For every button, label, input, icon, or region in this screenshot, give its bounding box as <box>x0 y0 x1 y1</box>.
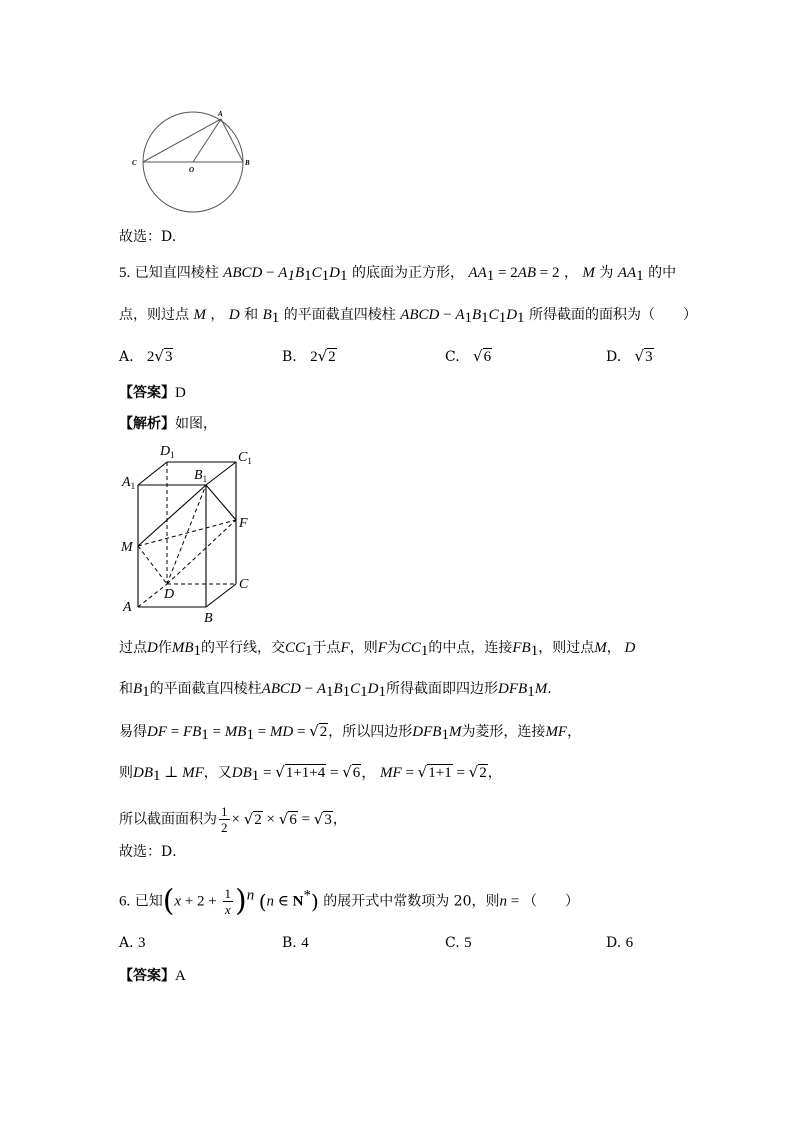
q5-solution-line3: 易得DF = $FB_1 = MB_1$ = MD = √2，所以四边形$DFB_1M$为菱形，连接MF， <box>119 722 582 743</box>
q5-number: 5. <box>119 265 131 281</box>
q5-text: ， <box>210 307 225 323</box>
label-a: A <box>218 110 223 118</box>
label-d1: $D_1$ <box>160 444 175 460</box>
q6-option-d: D. 6 <box>606 935 634 951</box>
label-c: C <box>239 577 249 592</box>
prism-figure <box>118 440 268 625</box>
q5-solution-line1: 过点D作$MB_1$的平行线，交$CC_1$于点F，则F为$CC_1$的中点，连接$FB_1$，则过点M， D <box>119 640 636 659</box>
label-m: M <box>121 540 133 555</box>
q5-text: 的中 <box>648 265 677 281</box>
q5-text: 的平面截直四棱柱 <box>283 307 396 323</box>
q6-option-b: B. 4 <box>282 935 309 951</box>
q5-option-a: A. 2√3 <box>119 347 173 365</box>
q5-text: 所得截面的面积为（ ） <box>528 307 697 323</box>
q5-line1: 5. 已知直四棱柱 ABCD − $A_1B_1C_1D_1$ 的底面为正方形， $AA_1 = 2AB = 2$ ， M 为 $AA_1$ 的中 <box>119 265 677 284</box>
prev-answer-end: 故选：D. <box>119 229 177 245</box>
label-f: F <box>239 516 248 531</box>
q5-text: 为 <box>599 265 614 281</box>
q5-text: 已知直四棱柱 <box>134 265 219 281</box>
q5-line2: 点，则过点 M ， D 和 $B_1$ 的平面截直四棱柱 ABCD − $A_1B_1C_1D_1$ 所得截面的面积为（ ） <box>119 307 697 326</box>
q5-analysis-intro: 【解析】如图， <box>119 416 217 432</box>
label-c: C <box>132 159 137 167</box>
chord-ca <box>143 119 221 162</box>
q5-solution-line2: 和$B_1$的平面截直四棱柱ABCD − $A_1B_1C_1D_1$所得截面即四边形$DFB_1M$. <box>119 681 552 700</box>
chord-ab <box>221 119 243 162</box>
circle-figure <box>125 100 265 220</box>
q5-text: 的底面为正方形， <box>351 265 464 281</box>
q5-solution-line4: 则$DB_1$ ⊥ MF，又$DB_1 = √1+1+4 = √6$， MF = √1+1 = √2， <box>119 763 502 784</box>
label-b: B <box>245 159 250 167</box>
q5-option-d: D. √3 <box>606 347 653 365</box>
q6-option-a: A. 3 <box>119 935 146 951</box>
label-o: O <box>189 166 195 174</box>
q5-answer: 【答案】D <box>119 385 186 401</box>
q6-line1: 6. 已知(x + 2 + $\frac{1}{x}$ )$^n$ (n ∈ N*) 的展开式中常数项为 20，则n = （ ） <box>119 883 579 919</box>
label-a: A <box>123 600 132 615</box>
q5-end: 故选：D． <box>119 844 187 860</box>
q5-option-c: C. √6 <box>445 347 492 365</box>
label-d: D <box>164 587 175 602</box>
q5-solution-line5: 所以截面面积为 $\frac{1}{2}$ × √2 × √6 = √3， <box>119 804 347 835</box>
q5-text: 点，则过点 <box>119 307 189 323</box>
segment-oa <box>193 119 221 162</box>
q6-option-c: C. 5 <box>445 935 472 951</box>
q5-text: 和 <box>244 307 259 323</box>
label-b1: $B_1$ <box>194 468 208 484</box>
label-c1: $C_1$ <box>238 450 252 466</box>
q5-option-b: B. 2√2 <box>282 347 336 365</box>
label-a1: $A_1$ <box>122 475 136 491</box>
label-b: B <box>204 611 213 625</box>
q6-answer: 【答案】A <box>119 968 186 984</box>
q5-text: ， <box>563 265 578 281</box>
